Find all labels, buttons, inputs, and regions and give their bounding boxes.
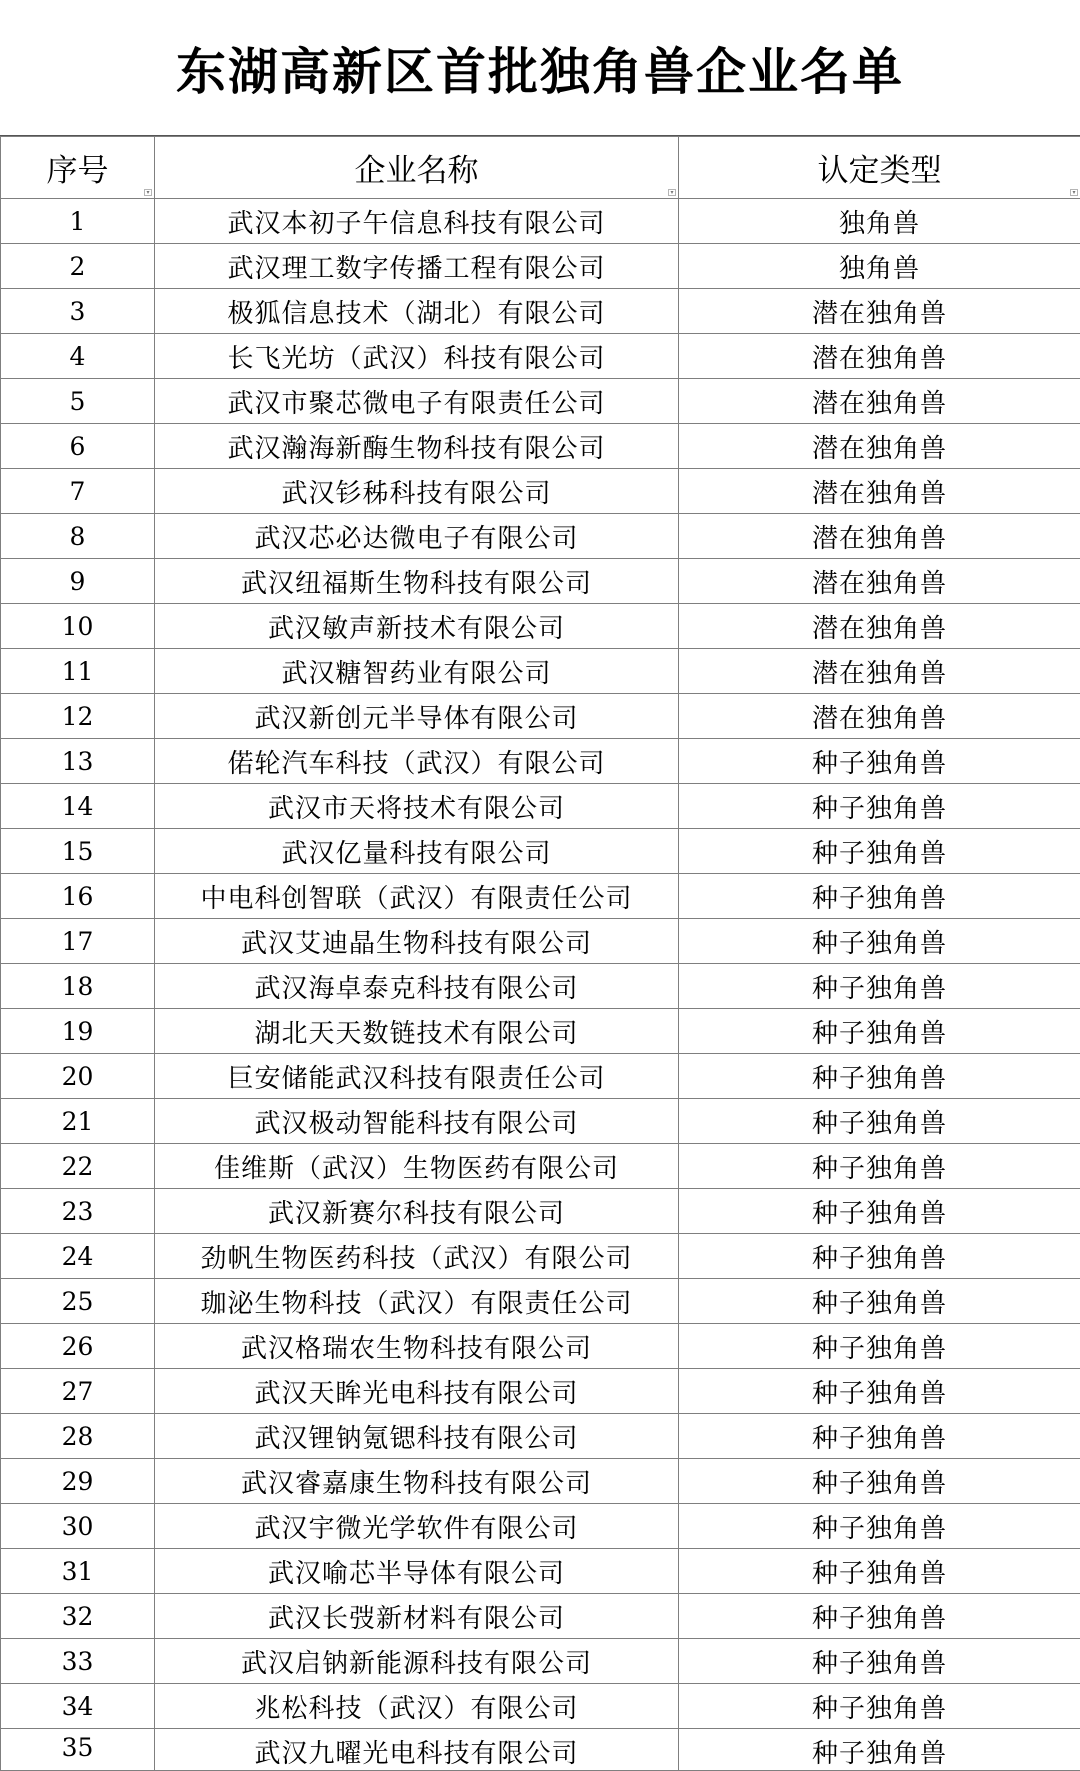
table-row [1,424,1080,469]
row-index-cell: 17 [1,919,155,964]
company-name-cell: 武汉艾迪晶生物科技有限公司 [155,919,679,964]
company-name-cell: 武汉新创元半导体有限公司 [155,694,679,739]
row-index-cell: 29 [1,1459,155,1504]
table-row [1,289,1080,334]
company-name-cell: 武汉亿量科技有限公司 [155,829,679,874]
company-name-cell: 武汉糖智药业有限公司 [155,649,679,694]
certification-type-cell: 种子独角兽 [679,1369,1080,1414]
company-name-cell: 武汉宇微光学软件有限公司 [155,1504,679,1549]
company-name-cell: 武汉海卓泰克科技有限公司 [155,964,679,1009]
row-index-cell: 16 [1,874,155,919]
certification-type-cell: 种子独角兽 [679,829,1080,874]
certification-type-cell: 种子独角兽 [679,1594,1080,1639]
certification-type-cell: 种子独角兽 [679,1504,1080,1549]
table-row [1,1054,1080,1099]
company-name-cell: 偌轮汽车科技（武汉）有限公司 [155,739,679,784]
company-name-cell: 巨安储能武汉科技有限责任公司 [155,1054,679,1099]
title-bar [0,0,1080,136]
company-name-cell: 武汉市聚芯微电子有限责任公司 [155,379,679,424]
certification-type-cell: 种子独角兽 [679,1234,1080,1279]
table-row [1,559,1080,604]
header-type [679,137,1080,199]
row-index-cell: 30 [1,1504,155,1549]
table-row [1,739,1080,784]
company-name-cell: 劲帆生物医药科技（武汉）有限公司 [155,1234,679,1279]
table-row [1,1099,1080,1144]
row-index-cell: 7 [1,469,155,514]
table-row [1,1009,1080,1054]
company-name-cell: 武汉市天将技术有限公司 [155,784,679,829]
table-row [1,1594,1080,1639]
header-name [155,137,679,199]
company-name-cell: 武汉锂钠氪锶科技有限公司 [155,1414,679,1459]
table-body [1,199,1080,1771]
header-index-label: 序号 [47,153,109,189]
company-name-cell: 武汉敏声新技术有限公司 [155,604,679,649]
certification-type-cell: 潜在独角兽 [679,424,1080,469]
company-name-cell: 武汉格瑞农生物科技有限公司 [155,1324,679,1369]
filter-dropdown-icon[interactable]: ▾ [1070,189,1078,196]
row-index-cell: 15 [1,829,155,874]
table-row [1,469,1080,514]
certification-type-cell: 种子独角兽 [679,1189,1080,1234]
row-index-cell: 25 [1,1279,155,1324]
table-row [1,829,1080,874]
table-row [1,1684,1080,1729]
table-row [1,919,1080,964]
row-index-cell: 34 [1,1684,155,1729]
row-index-cell: 3 [1,289,155,334]
row-index-cell: 9 [1,559,155,604]
row-index-cell: 33 [1,1639,155,1684]
company-name-cell: 长飞光坊（武汉）科技有限公司 [155,334,679,379]
table-row [1,199,1080,244]
table-row [1,1234,1080,1279]
certification-type-cell: 种子独角兽 [679,874,1080,919]
table-row [1,649,1080,694]
company-name-cell: 武汉长弢新材料有限公司 [155,1594,679,1639]
certification-type-cell: 种子独角兽 [679,1009,1080,1054]
company-name-cell: 武汉钐秭科技有限公司 [155,469,679,514]
table-row [1,1189,1080,1234]
certification-type-cell: 潜在独角兽 [679,514,1080,559]
company-name-cell: 佳维斯（武汉）生物医药有限公司 [155,1144,679,1189]
table-row [1,1639,1080,1684]
table-row [1,1549,1080,1594]
row-index-cell: 27 [1,1369,155,1414]
company-name-cell: 武汉纽福斯生物科技有限公司 [155,559,679,604]
certification-type-cell: 种子独角兽 [679,784,1080,829]
certification-type-cell: 种子独角兽 [679,1729,1080,1771]
header-type-label: 认定类型 [818,153,942,189]
table-row [1,379,1080,424]
row-index-cell: 12 [1,694,155,739]
header-index [1,137,155,199]
certification-type-cell: 潜在独角兽 [679,604,1080,649]
certification-type-cell: 种子独角兽 [679,1279,1080,1324]
company-name-cell: 武汉理工数字传播工程有限公司 [155,244,679,289]
enterprise-table [0,136,1080,1771]
table-row [1,964,1080,1009]
company-name-cell: 武汉天眸光电科技有限公司 [155,1369,679,1414]
company-name-cell: 极狐信息技术（湖北）有限公司 [155,289,679,334]
certification-type-cell: 种子独角兽 [679,964,1080,1009]
table-header-row [1,137,1080,199]
table-row [1,244,1080,289]
table-row [1,1729,1080,1771]
certification-type-cell: 潜在独角兽 [679,649,1080,694]
table-row [1,1144,1080,1189]
table-row [1,1414,1080,1459]
row-index-cell: 14 [1,784,155,829]
table-row [1,514,1080,559]
row-index-cell: 18 [1,964,155,1009]
company-name-cell: 武汉喻芯半导体有限公司 [155,1549,679,1594]
certification-type-cell: 种子独角兽 [679,1054,1080,1099]
table-row [1,1459,1080,1504]
certification-type-cell: 种子独角兽 [679,1459,1080,1504]
row-index-cell: 8 [1,514,155,559]
row-index-cell: 23 [1,1189,155,1234]
certification-type-cell: 种子独角兽 [679,1414,1080,1459]
certification-type-cell: 潜在独角兽 [679,334,1080,379]
row-index-cell: 13 [1,739,155,784]
certification-type-cell: 种子独角兽 [679,1099,1080,1144]
row-index-cell: 11 [1,649,155,694]
company-name-cell: 武汉芯必达微电子有限公司 [155,514,679,559]
row-index-cell: 20 [1,1054,155,1099]
row-index-cell: 32 [1,1594,155,1639]
header-name-label: 企业名称 [355,153,479,189]
row-index-cell: 1 [1,199,155,244]
company-name-cell: 武汉本初子午信息科技有限公司 [155,199,679,244]
table-row [1,1504,1080,1549]
certification-type-cell: 种子独角兽 [679,1144,1080,1189]
company-name-cell: 武汉启钠新能源科技有限公司 [155,1639,679,1684]
company-name-cell: 中电科创智联（武汉）有限责任公司 [155,874,679,919]
company-name-cell: 武汉新赛尔科技有限公司 [155,1189,679,1234]
certification-type-cell: 潜在独角兽 [679,694,1080,739]
table-row [1,874,1080,919]
row-index-cell: 31 [1,1549,155,1594]
filter-dropdown-icon[interactable]: ▾ [668,189,676,196]
row-index-cell: 22 [1,1144,155,1189]
company-name-cell: 武汉极动智能科技有限公司 [155,1099,679,1144]
row-index-cell: 2 [1,244,155,289]
certification-type-cell: 独角兽 [679,199,1080,244]
row-index-cell: 21 [1,1099,155,1144]
row-index-cell: 26 [1,1324,155,1369]
company-name-cell: 兆松科技（武汉）有限公司 [155,1684,679,1729]
company-name-cell: 武汉瀚海新酶生物科技有限公司 [155,424,679,469]
certification-type-cell: 种子独角兽 [679,1324,1080,1369]
company-name-cell: 武汉睿嘉康生物科技有限公司 [155,1459,679,1504]
certification-type-cell: 独角兽 [679,244,1080,289]
row-index-cell: 6 [1,424,155,469]
certification-type-cell: 潜在独角兽 [679,289,1080,334]
table-row [1,334,1080,379]
table-row [1,1324,1080,1369]
certification-type-cell: 潜在独角兽 [679,379,1080,424]
certification-type-cell: 潜在独角兽 [679,469,1080,514]
company-name-cell: 武汉九曜光电科技有限公司 [155,1729,679,1771]
table-row [1,694,1080,739]
filter-dropdown-icon[interactable]: ▾ [144,189,152,196]
company-name-cell: 珈泌生物科技（武汉）有限责任公司 [155,1279,679,1324]
certification-type-cell: 种子独角兽 [679,919,1080,964]
row-index-cell: 24 [1,1234,155,1279]
table-row [1,1279,1080,1324]
certification-type-cell: 种子独角兽 [679,1639,1080,1684]
certification-type-cell: 种子独角兽 [679,1549,1080,1594]
row-index-cell: 4 [1,334,155,379]
company-name-cell: 湖北天天数链技术有限公司 [155,1009,679,1054]
row-index-cell: 35 [1,1729,155,1771]
page-title: 东湖高新区首批独角兽企业名单 [176,32,904,104]
row-index-cell: 19 [1,1009,155,1054]
row-index-cell: 10 [1,604,155,649]
table-row [1,784,1080,829]
certification-type-cell: 种子独角兽 [679,1684,1080,1729]
table-row [1,1369,1080,1414]
row-index-cell: 5 [1,379,155,424]
certification-type-cell: 潜在独角兽 [679,559,1080,604]
row-index-cell: 28 [1,1414,155,1459]
certification-type-cell: 种子独角兽 [679,739,1080,784]
table-row [1,604,1080,649]
